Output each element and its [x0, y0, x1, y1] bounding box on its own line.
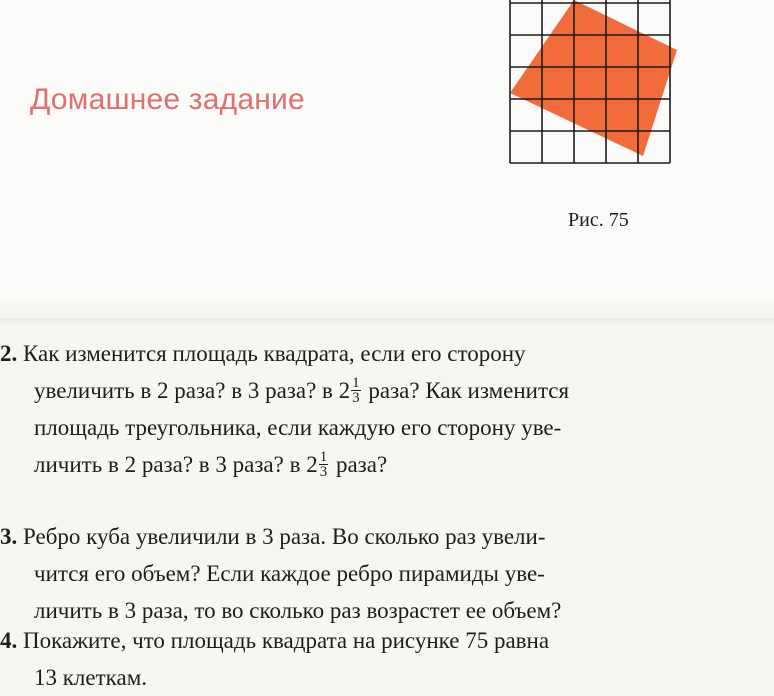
- figure-75-grid: [505, 0, 685, 170]
- fraction: [319, 450, 329, 479]
- exercise-text: раза? Как изменится: [362, 378, 570, 403]
- exercise-text: площадь треугольника, если каждую его сторону уве-: [34, 415, 562, 440]
- fraction-denominator: 3: [352, 390, 360, 407]
- exercise-2: [0, 335, 760, 483]
- highlighted-square: [510, 0, 677, 156]
- exercise-text: 13 клеткам.: [34, 665, 148, 690]
- exercise-text: Как изменится площадь квадрата, если его сторону: [23, 341, 526, 366]
- page-title: Домашнее задание: [30, 83, 305, 116]
- exercise-line: [0, 372, 760, 409]
- exercise-text: личить в 2 раза? в 3 раза? в 2: [34, 452, 318, 477]
- exercise-text: Ребро куба увеличили в 3 раза. Во сколько раз увели-: [23, 524, 546, 549]
- fraction-numerator: 1: [319, 449, 328, 466]
- fraction-denominator: 3: [319, 464, 328, 481]
- exercise-line: [0, 446, 760, 483]
- exercise-text: личить в 3 раза, то во сколько раз возрастет ее объем?: [34, 598, 562, 623]
- exercise-number: 3.: [0, 524, 23, 549]
- exercise-text: раза?: [330, 452, 388, 477]
- exercise-4: [0, 622, 760, 696]
- exercise-number: 4.: [0, 628, 23, 653]
- exercise-line: [0, 622, 760, 659]
- exercise-text: чится его объем? Если каждое ребро пирамиды уве-: [34, 561, 545, 586]
- page-shadow: [0, 318, 774, 328]
- exercise-text: увеличить в 2 раза? в 3 раза? в 2: [34, 378, 351, 403]
- exercise-number: 2.: [0, 341, 23, 366]
- figure-caption: Рис. 75: [568, 209, 629, 231]
- exercise-3: [0, 518, 760, 629]
- exercise-line: [0, 518, 760, 555]
- fraction-numerator: 1: [352, 375, 360, 392]
- exercise-line: [0, 659, 760, 696]
- exercise-line: [0, 335, 760, 372]
- exercise-text: Покажите, что площадь квадрата на рисунке 75 равна: [23, 628, 550, 653]
- exercise-line: [0, 409, 760, 446]
- fraction: [351, 376, 361, 405]
- exercise-line: [0, 555, 760, 592]
